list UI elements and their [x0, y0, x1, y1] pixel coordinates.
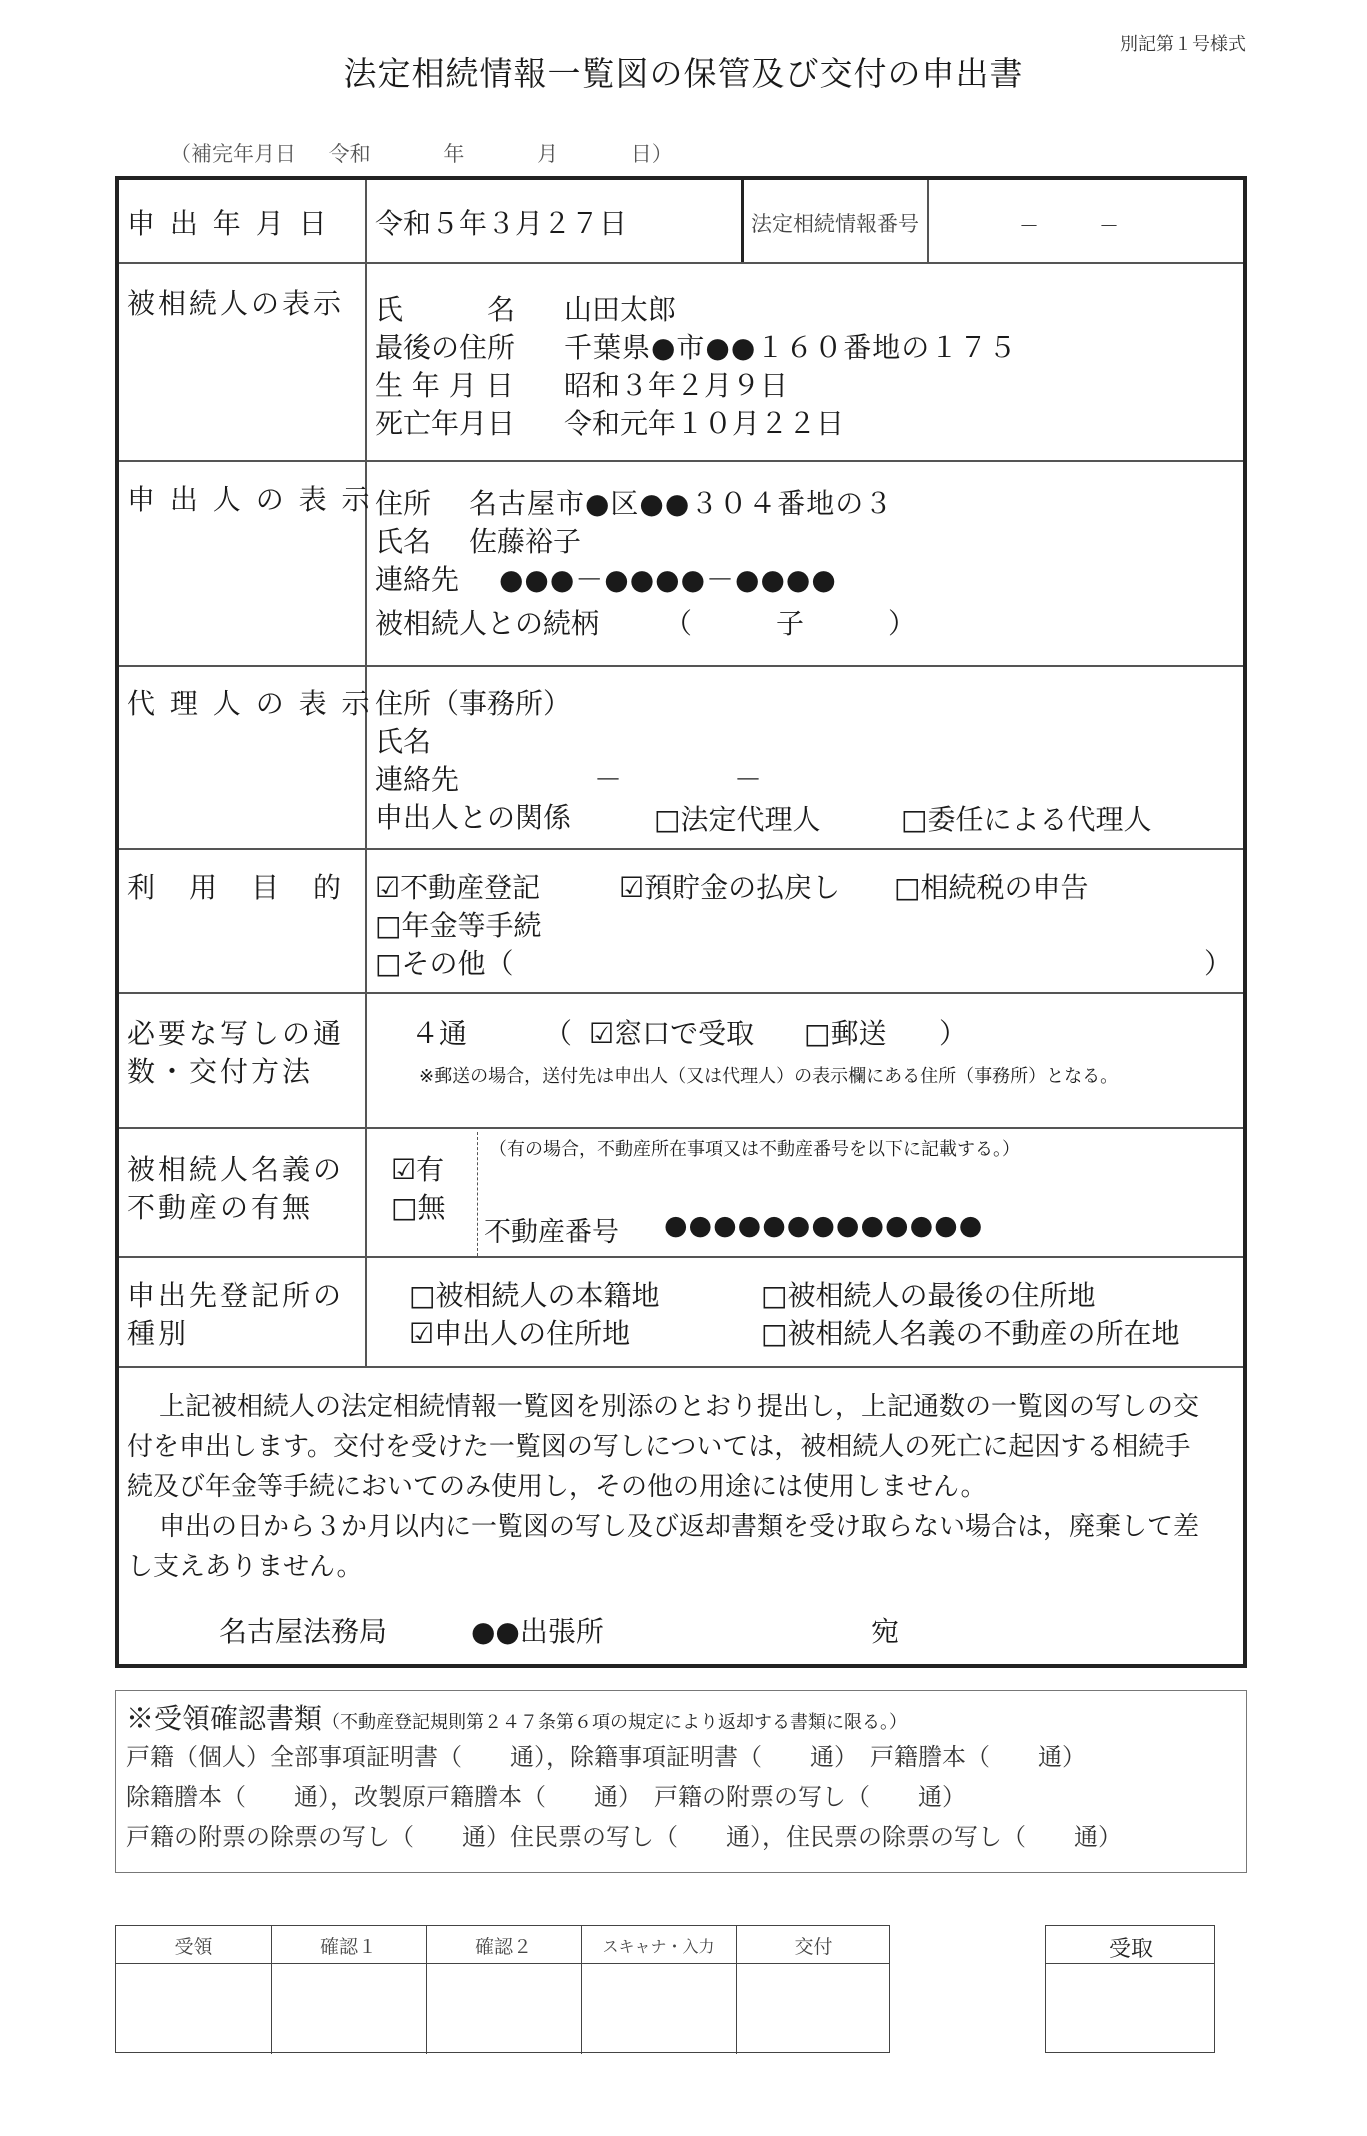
- registry-last-address-checkbox[interactable]: □被相続人の最後の住所地: [761, 1279, 1096, 1312]
- copies-label-line1: 必要な写しの通: [127, 1017, 345, 1050]
- decedent-label: 被相続人の表示: [127, 287, 345, 320]
- decedent-name-label: 氏 名: [375, 293, 516, 326]
- agent-legal-checkbox[interactable]: □法定代理人: [654, 803, 821, 836]
- declaration-line: し支えありません。: [127, 1552, 363, 1582]
- stamp-issued: 交付: [794, 1936, 833, 1958]
- row-divider: [119, 665, 1243, 667]
- decedent-birth-label: 生 年 月 日: [375, 369, 514, 402]
- application-date-label: 申 出 年 月 日: [127, 207, 330, 240]
- copies-count[interactable]: ４通: [411, 1017, 468, 1050]
- agent-contact-label: 連絡先: [375, 763, 460, 796]
- property-divider: [477, 1132, 478, 1256]
- purpose-pension-checkbox[interactable]: □年金等手続: [375, 909, 542, 942]
- agent-name-label: 氏名: [375, 725, 432, 758]
- agent-address-label: 住所（事務所）: [375, 687, 572, 720]
- agent-label: 代 理 人 の 表 示: [127, 687, 373, 720]
- pickup-stamp-box: [1045, 1925, 1215, 2053]
- row-divider: [119, 1256, 1243, 1258]
- copies-mail-checkbox[interactable]: □郵送: [804, 1017, 887, 1050]
- row-divider: [119, 460, 1243, 462]
- decedent-name[interactable]: 山田太郎: [564, 293, 677, 326]
- returned-documents-line: 除籍謄本（ 通），改製原戸籍謄本（ 通） 戸籍の附票の写し（ 通）: [126, 1783, 966, 1811]
- row-divider: [119, 992, 1243, 994]
- copies-label-line2: 数・交付方法: [127, 1055, 314, 1088]
- declaration-line: 申出の日から３か月以内に一覧図の写し及び返却書類を受け取らない場合は，廃棄して差: [159, 1512, 1200, 1542]
- row-divider: [119, 262, 1243, 264]
- addressee-suffix: 宛: [871, 1615, 900, 1648]
- property-label-line1: 被相続人名義の: [127, 1153, 345, 1186]
- purpose-label: 利 用 目 的: [127, 871, 345, 904]
- applicant-relation[interactable]: （ 子 ）: [664, 607, 917, 640]
- office-stamp-table: [115, 1925, 890, 2053]
- supplement-era: 令和: [328, 142, 371, 166]
- purpose-deposit-checkbox[interactable]: ☑預貯金の払戻し: [619, 871, 841, 904]
- supplement-date-prefix: （補完年月日: [170, 142, 296, 166]
- registry-applicant-address-checkbox[interactable]: ☑申出人の住所地: [409, 1317, 631, 1350]
- application-form: [115, 176, 1247, 1668]
- decedent-death-label: 死亡年月日: [375, 407, 516, 440]
- property-number[interactable]: ●●●●●●●●●●●●●: [664, 1210, 984, 1241]
- stamp-check1: 確認１: [319, 1936, 377, 1958]
- applicant-contact-label: 連絡先: [375, 563, 460, 596]
- office-name: 名古屋法務局: [219, 1615, 388, 1648]
- page-title: 法定相続情報一覧図の保管及び交付の申出書: [343, 54, 1024, 93]
- decedent-address[interactable]: 千葉県●市●●１６０番地の１７５: [564, 331, 1018, 364]
- info-number-divider: [927, 180, 929, 262]
- branch-name[interactable]: ●●出張所: [471, 1615, 604, 1648]
- returned-documents-line: 戸籍の附票の除票の写し（ 通）住民票の写し（ 通），住民票の除票の写し（ 通）: [126, 1823, 1122, 1851]
- supplement-date: [170, 138, 679, 168]
- supplement-day: 日）: [630, 142, 673, 166]
- applicant-contact[interactable]: ●●●－●●●●－●●●●: [499, 563, 837, 596]
- copies-open: （: [544, 1017, 573, 1050]
- registry-label-line1: 申出先登記所の: [127, 1279, 345, 1312]
- property-note: （有の場合，不動産所在事項又は不動産番号を以下に記載する。）: [489, 1139, 1020, 1160]
- declaration-line: 付を申出します。交付を受けた一覧図の写しについては，被相続人の死亡に起因する相続手: [127, 1432, 1191, 1462]
- decedent-birth[interactable]: 昭和３年２月９日: [564, 369, 789, 402]
- pickup-label: 受取: [1108, 1937, 1153, 1962]
- info-number-value[interactable]: － －: [1019, 214, 1119, 238]
- returned-documents-note: （不動産登記規則第２４７条第６項の規定により返却する書類に限る。）: [322, 1712, 908, 1733]
- property-number-label: 不動産番号: [484, 1217, 619, 1248]
- applicant-label: 申 出 人 の 表 示: [127, 483, 373, 516]
- supplement-year: 年: [443, 142, 465, 166]
- row-divider: [119, 1366, 1243, 1368]
- form-number: 別記第１号様式: [1120, 34, 1246, 55]
- applicant-name[interactable]: 佐藤裕子: [469, 525, 582, 558]
- copies-note: ※郵送の場合，送付先は申出人（又は代理人）の表示欄にある住所（事務所）となる。: [419, 1066, 1119, 1087]
- stamp-received: 受領: [174, 1936, 213, 1958]
- applicant-address[interactable]: 名古屋市●区●●３０４番地の３: [469, 487, 894, 520]
- copies-counter-checkbox[interactable]: ☑窓口で受取: [589, 1017, 755, 1050]
- supplement-month: 月: [537, 142, 559, 166]
- declaration-line: 上記被相続人の法定相続情報一覧図を別添のとおり提出し，上記通数の一覧図の写しの交: [159, 1392, 1200, 1422]
- applicant-name-label: 氏名: [375, 525, 432, 558]
- registry-label-line2: 種別: [127, 1317, 190, 1350]
- returned-documents-heading: [126, 1697, 907, 1737]
- label-column-divider: [365, 180, 367, 1366]
- agent-relation-label: 申出人との関係: [375, 801, 572, 834]
- stamp-scanner: スキャナ・入力: [602, 1937, 715, 1956]
- returned-documents-title: ※受領確認書類: [126, 1702, 323, 1735]
- purpose-other-close: ）: [1204, 947, 1233, 980]
- info-number-label: 法定相続情報番号: [751, 212, 919, 236]
- returned-documents-line: 戸籍（個人）全部事項証明書（ 通），除籍事項証明書（ 通） 戸籍謄本（ 通）: [126, 1743, 1086, 1771]
- purpose-other-checkbox[interactable]: □その他（: [375, 947, 514, 980]
- registry-property-location-checkbox[interactable]: □被相続人名義の不動産の所在地: [761, 1317, 1180, 1350]
- decedent-address-label: 最後の住所: [375, 331, 516, 364]
- returned-documents-section: [115, 1690, 1247, 1873]
- property-label-line2: 不動産の有無: [127, 1191, 314, 1224]
- declaration-line: 続及び年金等手続においてのみ使用し，その他の用途には使用しません。: [127, 1472, 987, 1502]
- applicant-relation-label: 被相続人との続柄: [375, 607, 600, 640]
- agent-delegated-checkbox[interactable]: □委任による代理人: [901, 803, 1152, 836]
- row-divider: [119, 848, 1243, 850]
- row-divider: [119, 1127, 1243, 1129]
- decedent-death[interactable]: 令和元年１０月２２日: [564, 407, 845, 440]
- stamp-check2: 確認２: [474, 1936, 532, 1958]
- info-number-divider: [741, 180, 744, 262]
- application-date-value[interactable]: 令和５年３月２７日: [375, 207, 628, 240]
- copies-close: ）: [939, 1017, 968, 1050]
- purpose-real-estate-checkbox[interactable]: ☑不動産登記: [375, 871, 541, 904]
- registry-domicile-checkbox[interactable]: □被相続人の本籍地: [409, 1279, 660, 1312]
- applicant-address-label: 住所: [375, 487, 432, 520]
- property-yes-checkbox[interactable]: ☑有: [391, 1153, 445, 1186]
- property-no-checkbox[interactable]: □無: [391, 1191, 446, 1224]
- purpose-tax-checkbox[interactable]: □相続税の申告: [894, 871, 1089, 904]
- agent-contact[interactable]: － －: [594, 763, 763, 796]
